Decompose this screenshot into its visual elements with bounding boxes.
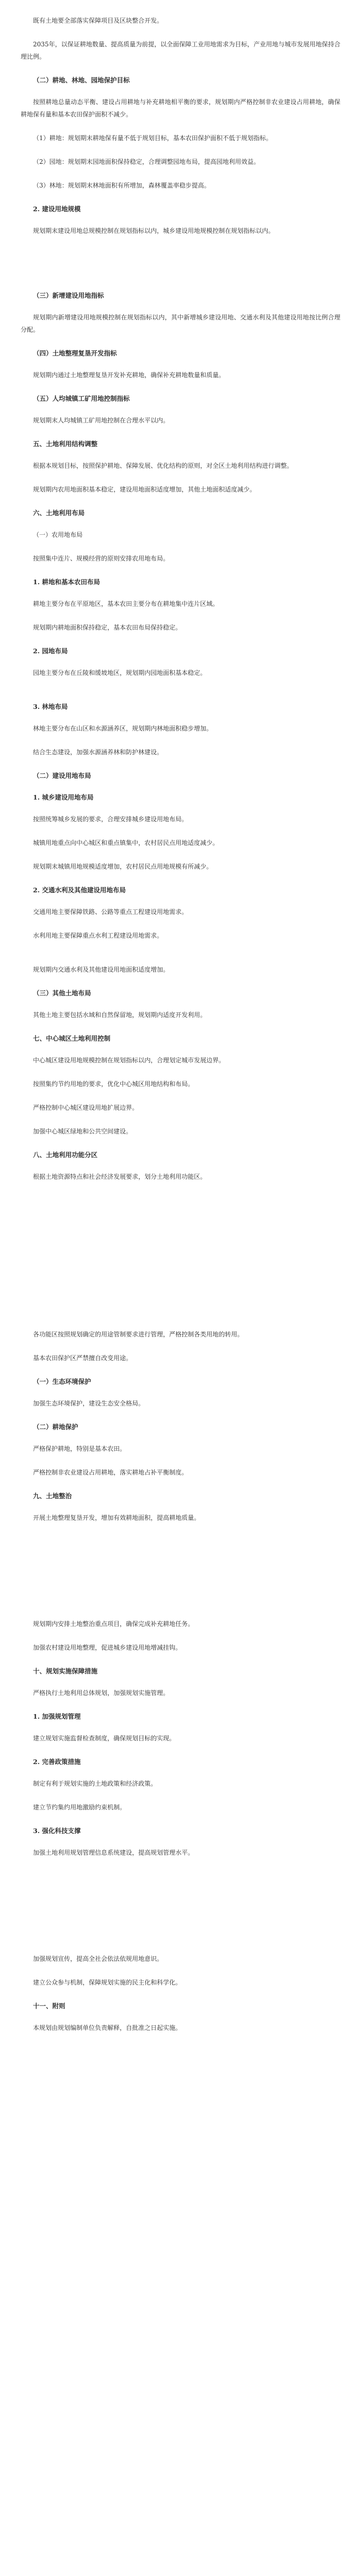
paragraph: 中心城区建设用地规模控制在规划指标以内，合理划定城市发展边界。 <box>33 1057 225 1064</box>
paragraph: 水利用地主要保障重点水利工程建设用地需求。 <box>33 932 163 939</box>
paragraph: 规划期末建设用地总规模控制在规划指标以内，城乡建设用地规模控制在规划指标以内。 <box>33 227 275 234</box>
paragraph: 严格执行土地利用总体规划，加强规划实施管理。 <box>33 1689 170 1697</box>
paragraph: 各功能区按照规划确定的用途管制要求进行管理，严格控制各类用地的转用。 <box>33 1331 244 1338</box>
section-heading: （二）耕地、林地、园地保护目标 <box>33 76 130 84</box>
section-heading: 六、土地利用布局 <box>33 509 85 517</box>
paragraph: 规划期内安排土地整治重点项目，确保完成补充耕地任务。 <box>33 1620 194 1628</box>
paragraph: 城镇用地重点向中心城区和重点镇集中，农村居民点用地适度减少。 <box>33 839 219 846</box>
paragraph: 结合生态建设，加强水源涵养林和防护林建设。 <box>33 749 163 756</box>
paragraph: （2）园地：规划期末园地面积保持稳定，合理调整园地布局，提高园地利用效益。 <box>33 158 260 165</box>
paragraph: 根据本规划目标，按照保护耕地、保障发展、优化结构的原则，对全区土地利用结构进行调整。 <box>33 462 293 469</box>
spacer <box>21 953 340 963</box>
section-heading: 2. 建设用地规模 <box>33 205 81 213</box>
paragraph: 规划期末人均城镇工矿用地控制在合理水平以内。 <box>33 417 170 424</box>
section-heading: （三）其他土地布局 <box>33 989 91 997</box>
paragraph: 园地主要分布在丘陵和缓坡地区，规划期内园地面积基本稳定。 <box>33 669 207 676</box>
paragraph: 基本农田保护区严禁擅自改变用途。 <box>33 1354 133 1362</box>
section-heading: 九、土地整治 <box>33 1492 72 1500</box>
paragraph: 加强中心城区绿地和公共空间建设。 <box>33 1128 133 1135</box>
section-heading: 1. 加强规划管理 <box>33 1713 81 1720</box>
paragraph: 既有土地要全部落实保障项目及区块整合开发。 <box>33 17 163 24</box>
section-heading: （三）新增建设用地指标 <box>33 292 104 299</box>
section-heading: （二）耕地保护 <box>33 1423 78 1431</box>
paragraph: 制定有利于规划实施的土地政策和经济政策。 <box>33 1780 157 1787</box>
paragraph: 严格保护耕地，特别是基本农田。 <box>33 1445 126 1452</box>
paragraph: 规划期末城镇用地规模适度增加，农村居民点用地规模有所减少。 <box>33 863 213 870</box>
paragraph: （3）林地：规划期末林地面积有所增加，森林覆盖率稳步提高。 <box>33 182 210 189</box>
section-heading: 1. 城乡建设用地布局 <box>33 793 94 801</box>
spacer <box>21 1870 340 1953</box>
section-heading: （二）建设用地布局 <box>33 772 91 779</box>
paragraph: 加强农村建设用地整理，促进城乡建设用地增减挂钩。 <box>33 1644 182 1651</box>
section-heading: 十一、附则 <box>33 2002 65 2010</box>
paragraph: 根据土地资源特点和社会经济发展要求，划分土地利用功能区。 <box>33 1173 207 1180</box>
section-heading: 1. 耕地和基本农田布局 <box>33 578 100 586</box>
paragraph: 2035年，以保证耕地数量、提高质量为前提，以全面保障工业用地需求为目标，产业用地与城市发展用地保持合理比例。 <box>21 41 340 60</box>
paragraph: 加强规划宣传，提高全社会依法依规用地意识。 <box>33 1955 163 1962</box>
section-heading: （四）土地整理复垦开发指标 <box>33 349 117 357</box>
paragraph: 建立规划实施监督检查制度，确保规划目标的实现。 <box>33 1735 176 1742</box>
paragraph: 按照集约节约用地的要求，优化中心城区用地结构和布局。 <box>33 1080 194 1088</box>
paragraph: 按照集中连片、规模经营的原则安排农用地布局。 <box>33 555 170 562</box>
paragraph: 严格控制非农业建设占用耕地，落实耕地占补平衡制度。 <box>33 1469 188 1476</box>
paragraph: 开展土地整理复垦开发，增加有效耕地面积，提高耕地质量。 <box>33 1514 201 1521</box>
paragraph: 规划期内农用地面积基本稳定，建设用地面积适度增加，其他土地面积适度减少。 <box>33 486 256 493</box>
section-heading: （一）生态环境保护 <box>33 1378 91 1385</box>
paragraph: 加强生态环境保护，建设生态安全格局。 <box>33 1400 145 1407</box>
paragraph: 规划期内新增建设用地规模控制在规划指标以内，其中新增城乡建设用地、交通水利及其他建设用地按比例合理分配。 <box>21 314 340 333</box>
paragraph: （一）农用地布局 <box>33 531 83 538</box>
paragraph: 林地主要分布在山区和水源涵养区，规划期内林地面积稳步增加。 <box>33 725 213 732</box>
spacer <box>21 1194 340 1328</box>
paragraph: 按照耕地总量动态平衡、建设占用耕地与补充耕地相平衡的要求，规划期内严格控制非农业建设占用耕地，确保耕地保有量和基本农田保护面积不减少。 <box>21 98 340 118</box>
paragraph: 本规划由规划编制单位负责解释，自批准之日起实施。 <box>33 2024 182 2031</box>
paragraph: 加强土地利用规划管理信息系统建设，提高规划管理水平。 <box>33 1849 194 1856</box>
paragraph: 规划期内通过土地整理复垦开发补充耕地，确保补充耕地数量和质量。 <box>33 371 225 379</box>
paragraph: 严格控制中心城区建设用地扩展边界。 <box>33 1104 139 1111</box>
section-heading: 五、土地利用结构调整 <box>33 440 98 448</box>
section-heading: 2. 园地布局 <box>33 647 68 655</box>
section-heading: 七、中心城区土地利用控制 <box>33 1035 111 1042</box>
section-heading: 3. 强化科技支撑 <box>33 1827 81 1835</box>
spacer <box>21 1535 340 1618</box>
section-heading: 3. 林地布局 <box>33 703 68 710</box>
section-heading: 十、规划实施保障措施 <box>33 1667 98 1675</box>
paragraph: 耕地主要分布在平原地区，基本农田主要分布在耕地集中连片区域。 <box>33 600 219 607</box>
section-heading: 八、土地利用功能分区 <box>33 1151 98 1159</box>
section-heading: 2. 完善政策措施 <box>33 1758 81 1766</box>
paragraph: 规划期内交通水利及其他建设用地面积适度增加。 <box>33 966 170 973</box>
paragraph: 规划期内耕地面积保持稳定，基本农田布局保持稳定。 <box>33 624 182 631</box>
section-heading: （五）人均城镇工矿用地控制指标 <box>33 395 130 402</box>
paragraph: 交通用地主要保障铁路、公路等重点工程建设用地需求。 <box>33 908 188 916</box>
paragraph: 其他土地主要包括水域和自然保留地，规划期内适度开发利用。 <box>33 1011 207 1019</box>
section-heading: 2. 交通水利及其他建设用地布局 <box>33 886 126 894</box>
paragraph: 建立公众参与机制，保障规划实施的民主化和科学化。 <box>33 1979 182 1986</box>
spacer <box>21 248 340 290</box>
spacer <box>21 690 340 701</box>
paragraph: （1）耕地：规划期末耕地保有量不低于规划目标，基本农田保护面积不低于规划指标。 <box>33 134 272 142</box>
spacer <box>21 2045 340 2056</box>
paragraph: 建立节约集约用地激励约束机制。 <box>33 1804 126 1811</box>
paragraph: 按照统筹城乡发展的要求，合理安排城乡建设用地布局。 <box>33 816 188 823</box>
